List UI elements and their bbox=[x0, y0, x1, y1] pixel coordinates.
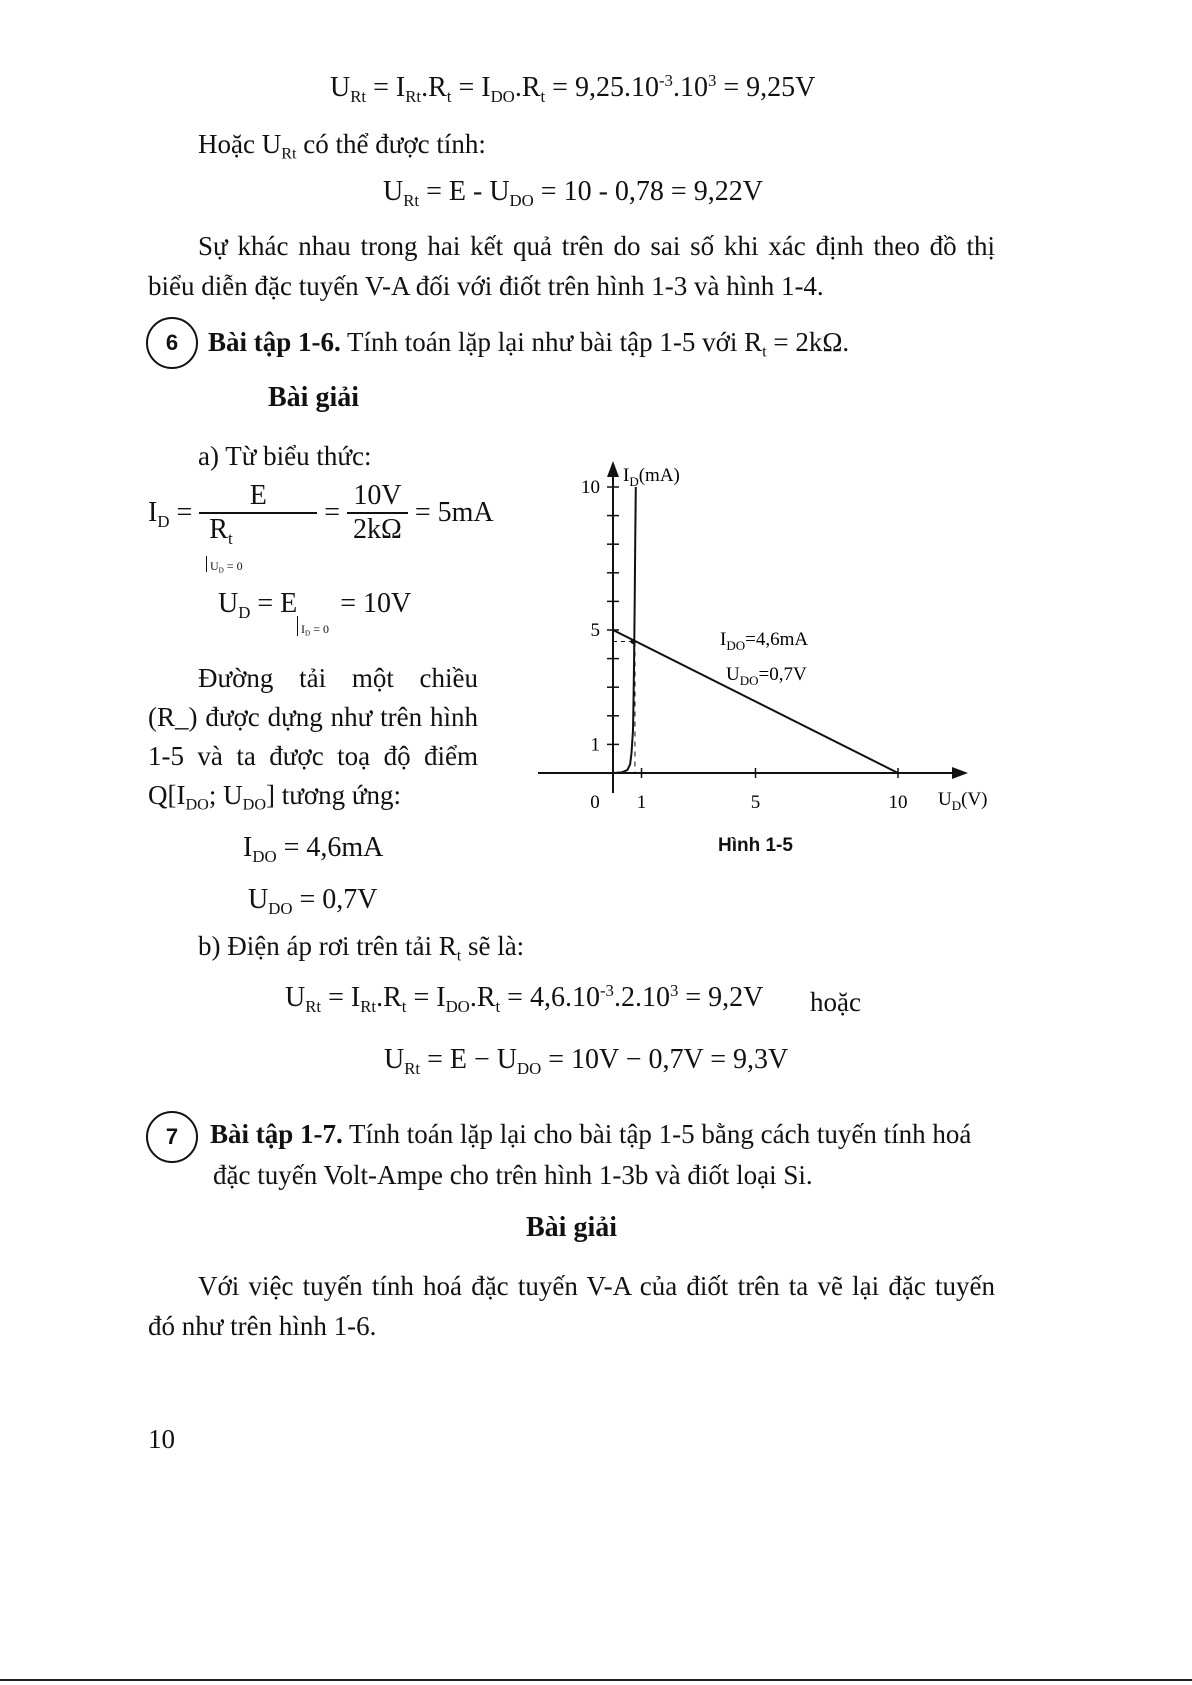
x-tick-label: 5 bbox=[750, 792, 761, 813]
equation-id: $I_D$ = $\frac{E}{R_t}$ = $\frac{10V}{2k\Omega}$ = 5mA bbox=[148, 480, 494, 548]
x-tick-label: 0 bbox=[590, 792, 600, 813]
exercise-7-line1: Bài tập 1-7. Tính toán lặp lại cho bài tập 1-5 bằng cách tuyến tính hoá bbox=[210, 1119, 972, 1149]
page-bottom-rule bbox=[0, 1679, 1192, 1681]
y-tick-label: 10 bbox=[581, 477, 600, 498]
load-line-line3: 1-5 và ta được toạ độ điểm bbox=[148, 741, 478, 771]
exercise-number-badge: 6 bbox=[146, 317, 198, 369]
exercise-6-statement: Bài tập 1-6. Tính toán lặp lại như bài tập 1-5 với $R_t = 2k\Omega$. bbox=[208, 327, 850, 361]
annotation-ido: $I_{DO}=4,6mA$ bbox=[720, 629, 809, 653]
condition-ud-zero: $U_D = 0$ bbox=[206, 556, 243, 572]
load-line-line1: Đường tải một chiều bbox=[198, 663, 478, 693]
equation-urt-b1: $U_{Rt} = I_{Rt}.R_t = I_{DO}.R_t = 4,6.10^{-3}.2.10^3 = 9,2V$ bbox=[285, 980, 764, 1016]
q-point-ido: $I_{DO} = 4,6mA$ bbox=[243, 832, 384, 866]
paragraph-final-line2: đó như trên hình 1-6. bbox=[148, 1311, 377, 1341]
equation-ud: $U_D = E = 10V$ bbox=[218, 588, 412, 622]
x-tick-label: 10 bbox=[888, 792, 908, 813]
paragraph-difference-line2: biểu diễn đặc tuyến V-A đối với điốt trên hình 1-3 và hình 1-4. bbox=[148, 271, 824, 301]
equation-urt-b2: $U_{Rt} = E - U_{DO} = 10V - 0,7V = 9,3V$ bbox=[384, 1044, 789, 1078]
q-point bbox=[630, 639, 635, 644]
y-tick-label: 1 bbox=[590, 734, 600, 756]
page-number: 10 bbox=[148, 1424, 175, 1454]
diode-load-line-chart bbox=[530, 455, 1010, 820]
figure-caption: Hình 1-5 bbox=[718, 835, 793, 856]
paragraph-difference-line1: Sự khác nhau trong hai kết quả trên do sai số khi xác định theo đồ thị bbox=[198, 231, 995, 261]
y-tick-label: 5 bbox=[590, 620, 600, 641]
series-load-line bbox=[613, 630, 898, 773]
paragraph-alternative: Hoặc $U_{Rt}$ có thể được tính: bbox=[198, 129, 486, 163]
equation-urt-2: $U_{Rt} = E - U_{DO} = 10 - 0,78 = 9,22V$ bbox=[383, 176, 763, 210]
exercise-number-badge: 7 bbox=[146, 1111, 198, 1163]
load-line-line4: $Q[I_{DO}$; $U_{DO}$] tương ứng: bbox=[148, 780, 402, 814]
x-axis-label: $U_D(V)$ bbox=[938, 789, 988, 813]
part-a-label: a) Từ biểu thức: bbox=[198, 441, 372, 471]
exercise-7-line2: đặc tuyến Volt-Ampe cho trên hình 1-3b và điốt loại Si. bbox=[213, 1160, 813, 1190]
paragraph-final-line1: Với việc tuyến tính hoá đặc tuyến V-A của điốt trên ta vẽ lại đặc tuyến bbox=[198, 1271, 995, 1301]
solution-heading: Bài giải bbox=[268, 382, 360, 413]
x-tick-label: 1 bbox=[636, 792, 647, 813]
or-label: hoặc bbox=[810, 987, 861, 1017]
y-axis-arrow bbox=[607, 461, 619, 477]
x-axis-arrow bbox=[952, 767, 968, 779]
solution-heading: Bài giải bbox=[526, 1212, 618, 1243]
load-line-line2: (R_) được dựng như trên hình bbox=[148, 702, 478, 732]
equation-urt-1: $U_{Rt} = I_{Rt}.R_t = I_{DO}.R_t = 9,25.10^{-3}.10^3 = 9,25V$ bbox=[330, 70, 816, 106]
y-axis-label: $I_D(mA)$ bbox=[623, 465, 680, 489]
q-point-udo: $U_{DO} = 0,7V$ bbox=[248, 884, 378, 918]
part-b-label: b) Điện áp rơi trên tải $R_t$ sẽ là: bbox=[198, 931, 525, 965]
condition-id-zero: $I_D = 0$ bbox=[297, 616, 329, 636]
annotation-udo: $U_{DO}=0,7V$ bbox=[726, 664, 807, 688]
